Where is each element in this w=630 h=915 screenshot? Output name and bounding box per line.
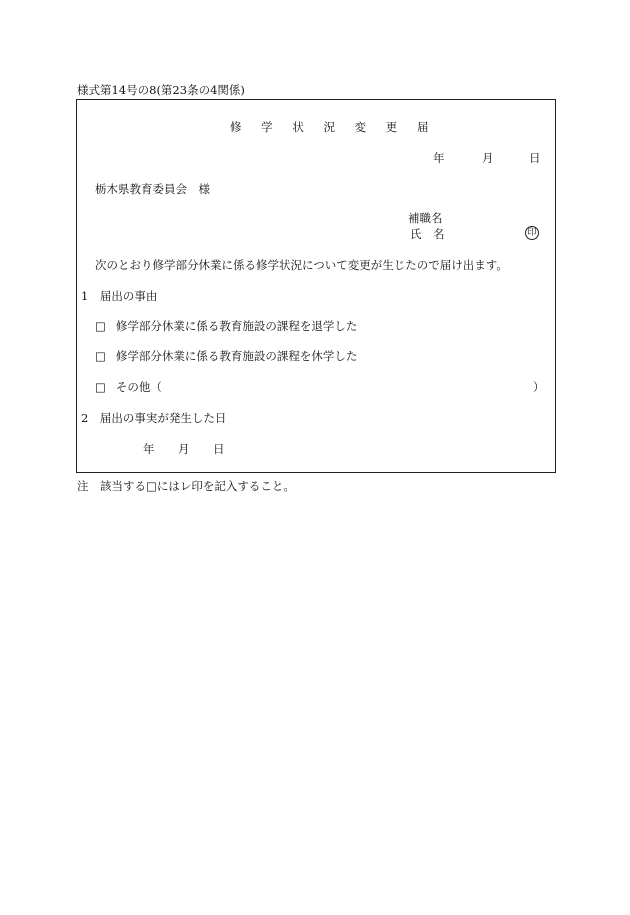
form-number: 様式第14号の8(第23条の4関係) — [77, 83, 245, 97]
name-label: 氏 名 — [410, 227, 445, 241]
event-date-month: 月 — [178, 442, 190, 456]
option-other — [95, 380, 162, 394]
option-other-close: ） — [533, 380, 545, 394]
position-label: 補職名 — [408, 211, 443, 225]
event-date-day: 日 — [213, 442, 225, 456]
title-char: 修 — [230, 120, 242, 134]
title-char: 更 — [385, 120, 398, 134]
title-char: 況 — [323, 120, 335, 134]
option-label: 修学部分休業に係る教育施設の課程を退学した — [115, 319, 358, 333]
section1-heading: 1 届出の事由 — [81, 289, 158, 303]
date-month: 月 — [482, 151, 494, 165]
title-char: 学 — [261, 120, 273, 134]
checkbox[interactable]: □ — [95, 380, 106, 394]
checkbox[interactable]: □ — [95, 349, 106, 363]
date-day: 日 — [529, 151, 541, 165]
title-char: 届 — [416, 120, 429, 134]
section2-heading: 2 届出の事実が発生した日 — [81, 411, 227, 425]
option-leave — [95, 349, 357, 363]
body-text: 次のとおり修学部分休業に係る修学状況について変更が生じたので届け出ます。 — [95, 258, 508, 272]
checkbox[interactable]: □ — [95, 319, 106, 333]
event-date-year: 年 — [143, 442, 155, 456]
option-label: 修学部分休業に係る教育施設の課程を休学した — [115, 349, 358, 363]
addressee: 栃木県教育委員会 様 — [95, 182, 210, 196]
title-char: 変 — [354, 120, 367, 134]
date-year: 年 — [433, 151, 445, 165]
option-label: その他（ — [115, 380, 162, 394]
title-char: 状 — [292, 120, 304, 134]
footer-note: 注 該当する□にはレ印を記入すること。 — [77, 479, 295, 493]
seal-mark: 印 — [525, 226, 539, 240]
form-title — [230, 120, 428, 134]
option-withdraw — [95, 319, 357, 333]
